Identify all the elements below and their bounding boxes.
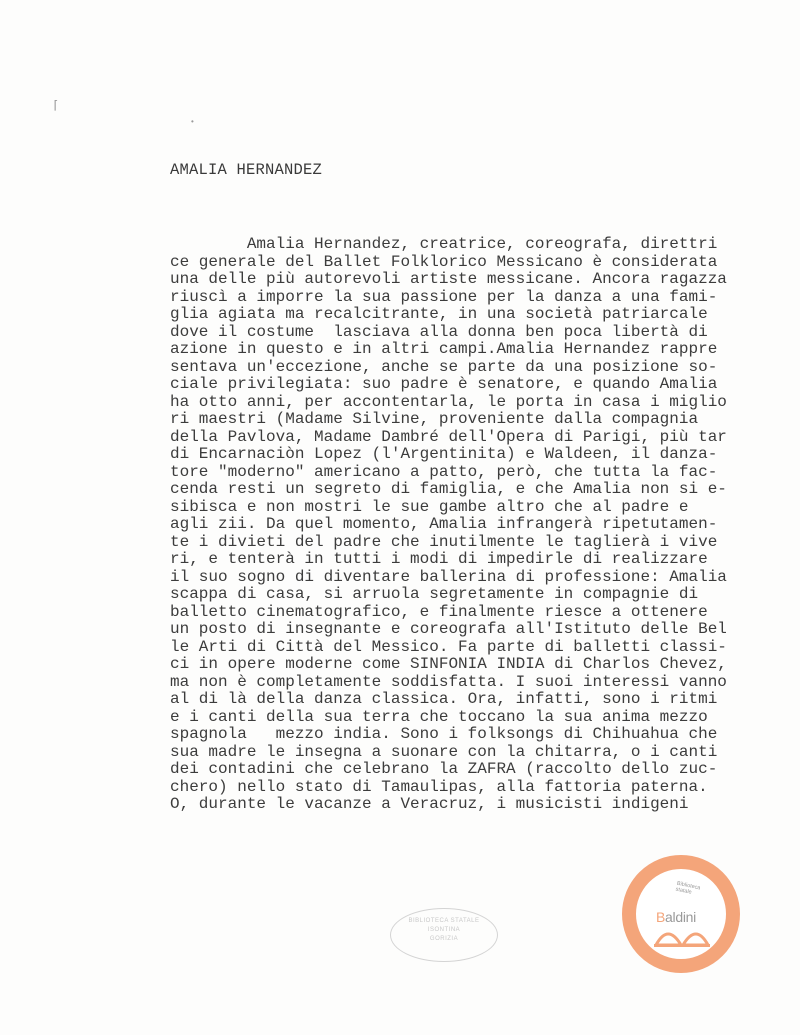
document-body (170, 236, 770, 814)
body-line: ri, e tenterà in tutti i modi di impedirle di realizzare (170, 550, 708, 568)
body-line: glia agiata ma recalcitrante, in una società patriarcale (170, 305, 708, 323)
body-line: dove il costume lasciava alla donna ben poca libertà di (170, 322, 708, 341)
body-line: tore "moderno" americano a patto, però, che tutta la fac- (170, 462, 718, 481)
body-line: sibisca e non mostri le sue gambe altro che al padre e (170, 497, 689, 516)
body-line: O, durante le vacanze a Veracruz, i musicisti indigeni (170, 795, 689, 813)
logo-subtitle: Biblioteca statale (675, 880, 701, 896)
library-stamp-line: ISONTINA (427, 927, 461, 933)
library-stamp (390, 908, 498, 962)
body-line: riuscì a imporre la sua passione per la danza a una fami- (170, 287, 718, 306)
body-line: azione in questo e in altri campi.Amalia Hernandez rappre (170, 340, 718, 358)
body-line: di Encarnaciòn Lopez (l'Argentinita) e Waldeen, il danza- (170, 445, 718, 463)
body-line: una delle più autorevoli artiste messicane. Ancora ragazza (170, 270, 727, 288)
body-line: dei contadini che celebrano la ZAFRA (raccolto dello zuc- (170, 760, 718, 778)
body-line: ma non è completamente soddisfatta. I suoi interessi vanno (170, 672, 727, 691)
body-line: ci in opere moderne come SINFONIA INDIA di Charlos Chevez, (170, 655, 727, 673)
baldini-library-logo (622, 855, 740, 973)
logo-name-initial: B (656, 909, 666, 925)
body-line: le Arti di Città del Messico. Fa parte di balletti classi- (170, 637, 727, 656)
logo-name-rest: aldini (665, 909, 696, 925)
scan-speck-dot: • (190, 118, 195, 127)
body-line: chero) nello stato di Tamaulipas, alla fattoria paterna. (170, 777, 708, 796)
body-line: Amalia Hernandez, creatrice, coreografa, direttri (170, 235, 718, 253)
body-line: il suo sogno di diventare ballerina di professione: Amalia (170, 567, 727, 586)
body-line: agli zii. Da quel momento, Amalia infrangerà ripetutamen- (170, 515, 718, 533)
body-line: cenda resti un segreto di famiglia, e che Amalia non si e- (170, 480, 727, 498)
body-line: spagnola mezzo india. Sono i folksongs di Chihuahua che (170, 725, 718, 743)
body-line: ha otto anni, per accontentarla, le porta in casa i miglio (170, 392, 727, 411)
document-title: AMALIA HERNANDEZ (170, 161, 323, 179)
library-stamp-line: BIBLIOTECA STATALE (408, 918, 480, 924)
body-line: della Pavlova, Madame Dambré dell'Opera di Parigi, più tar (170, 427, 727, 446)
open-book-icon (654, 925, 710, 947)
body-line: sentava un'eccezione, anche se parte da una posizione so- (170, 357, 718, 376)
logo-name (656, 909, 696, 925)
body-line: ri maestri (Madame Silvine, proveniente dalla compagnia (170, 410, 699, 428)
body-line: ce generale del Ballet Folklorico Messicano è considerata (170, 252, 718, 271)
body-line: sua madre le insegna a suonare con la chitarra, o i canti (170, 742, 718, 761)
body-line: al di là della danza classica. Ora, infatti, sono i ritmi (170, 690, 718, 708)
body-line: scappa di casa, si arruola segretamente in compagnie di (170, 585, 699, 603)
body-line: te i divieti del padre che inutilmente le taglierà i vive (170, 532, 718, 551)
body-line: e i canti della sua terra che toccano la sua anima mezzo (170, 707, 708, 726)
body-line: un posto di insegnante e coreografa all'Istituto delle Bel (170, 620, 727, 638)
body-line: balletto cinematografico, e finalmente riesce a ottenere (170, 602, 708, 621)
scan-speck-mark: ⌈ (52, 99, 60, 113)
body-line: ciale privilegiata: suo padre è senatore, e quando Amalia (170, 375, 718, 393)
library-stamp-line: GORIZIA (429, 936, 459, 942)
